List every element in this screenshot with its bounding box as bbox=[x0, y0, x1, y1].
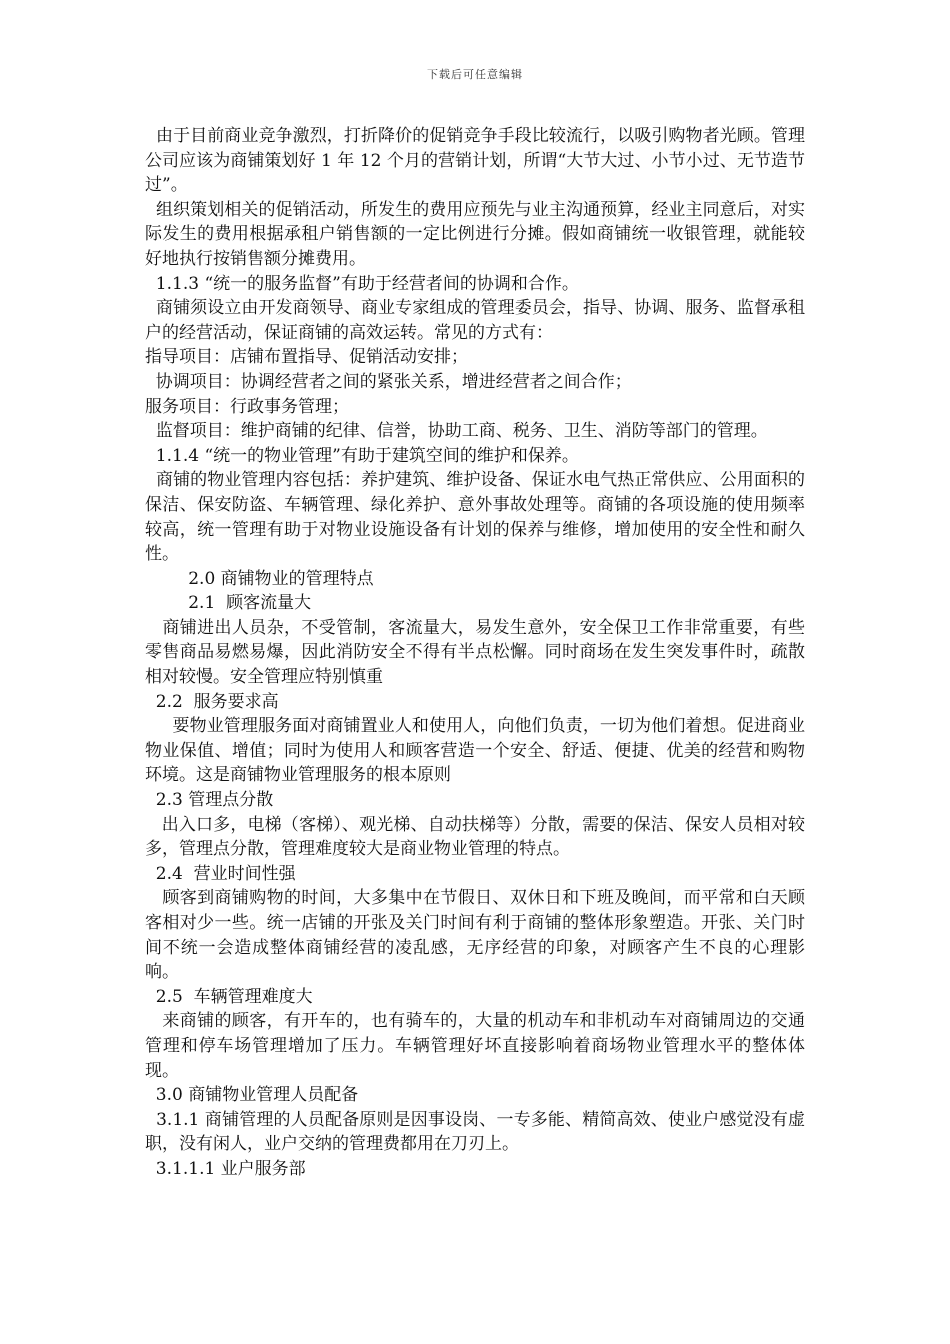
list-line: 指导项目：店铺布置指导、促销活动安排； bbox=[145, 347, 468, 368]
section-heading: 3.0 商铺物业管理人员配备 bbox=[145, 1085, 359, 1106]
paragraph: 商铺的物业管理内容包括：养护建筑、维护设备、保证水电气热正常供应、公用面积的保洁、保安防盗、车辆管理、绿化养护、意外事故处理等。商铺的各项设施的使用频率较高，统一管理有助于对物业设施设备有计划的保养与维修，增加使用的安全性和耐久性。 bbox=[145, 470, 806, 565]
section-heading: 2.0 商铺物业的管理特点 bbox=[145, 568, 374, 589]
list-line: 协调项目：协调经营者之间的紧张关系，增进经营者之间合作； bbox=[145, 371, 632, 392]
paragraph: 出入口多，电梯（客梯）、观光梯、自动扶梯等）分散，需要的保洁、保安人员相对较多，管理点分散，管理难度较大是商业物业管理的特点。 bbox=[145, 814, 805, 860]
paragraph: 监督项目：维护商铺的纪律、信誉，协助工商、税务、卫生、消防等部门的管理。 bbox=[155, 421, 768, 442]
paragraph: 商铺须设立由开发商领导、商业专家组成的管理委员会，指导、协调、服务、监督承租户的经营活动，保证商铺的高效运转。常见的方式有： bbox=[145, 298, 806, 343]
paragraph: 商铺进出人员杂，不受管制，客流量大，易发生意外，安全保卫工作非常重要，有些零售商品易燃易爆，因此消防安全不得有半点松懈。同时商场在发生突发事件时，疏散相对较慢。安全管理应特别慎重 bbox=[145, 617, 806, 688]
section-heading: 2.3 管理点分散 bbox=[145, 790, 274, 811]
paragraph: 来商铺的顾客，有开车的，也有骑车的，大量的机动车和非机动车对商铺周边的交通管理和停车场管理增加了压力。车辆管理好坏直接影响着商场物业管理水平的整体体现。 bbox=[145, 1011, 806, 1081]
section-heading: 2.1 顾客流量大 bbox=[145, 593, 312, 614]
section-heading: 2.4 营业时间性强 bbox=[145, 863, 296, 884]
document-body bbox=[145, 124, 805, 1182]
section-heading: 1.1.3 “统一的服务监督”有助于经营者间的协调和合作。 bbox=[145, 273, 579, 294]
page-header: 下载后可任意编辑 bbox=[427, 68, 523, 81]
section-heading: 3.1.1.1 业户服务部 bbox=[145, 1158, 306, 1179]
list-line: 服务项目：行政事务管理； bbox=[145, 396, 349, 417]
paragraph: 3.1.1 商铺管理的人员配备原则是因事设岗、一专多能、精简高效、使业户感觉没有虚职，没有闲人，业户交纳的管理费都用在刀刃上。 bbox=[145, 1109, 805, 1155]
section-heading: 1.1.4 “统一的物业管理”有助于建筑空间的维护和保养。 bbox=[145, 445, 579, 466]
paragraph: 由于目前商业竞争激烈，打折降价的促销竞争手段比较流行，以吸引购物者光顾。管理公司应该为商铺策划好 1 年 12 个月的营销计划，所谓“大节大过、小节小过、无节造节过”。 bbox=[145, 126, 806, 196]
paragraph: 要物业管理服务面对商铺置业人和使用人，向他们负责，一切为他们着想。促进商业物业保值、增值；同时为使用人和顾客营造一个安全、舒适、便捷、优美的经营和购物环境。这是商铺物业管理服务的根本原则 bbox=[145, 716, 805, 786]
paragraph: 组织策划相关的促销活动，所发生的费用应预先与业主沟通预算，经业主同意后，对实际发生的费用根据承租户销售额的一定比例进行分摊。假如商铺统一收银管理，就能较好地执行按销售额分摊费用。 bbox=[145, 199, 806, 269]
paragraph: 顾客到商铺购物的时间，大多集中在节假日、双休日和下班及晚间，而平常和白天顾客相对少一些。统一店铺的开张及关门时间有利于商铺的整体形象塑造。开张、关门时间不统一会造成整体商铺经营的凌乱感，无序经营的印象，对顾客产生不良的心理影响。 bbox=[145, 888, 806, 983]
section-heading: 2.2 服务要求高 bbox=[145, 691, 279, 712]
section-heading: 2.5 车辆管理难度大 bbox=[145, 986, 313, 1007]
